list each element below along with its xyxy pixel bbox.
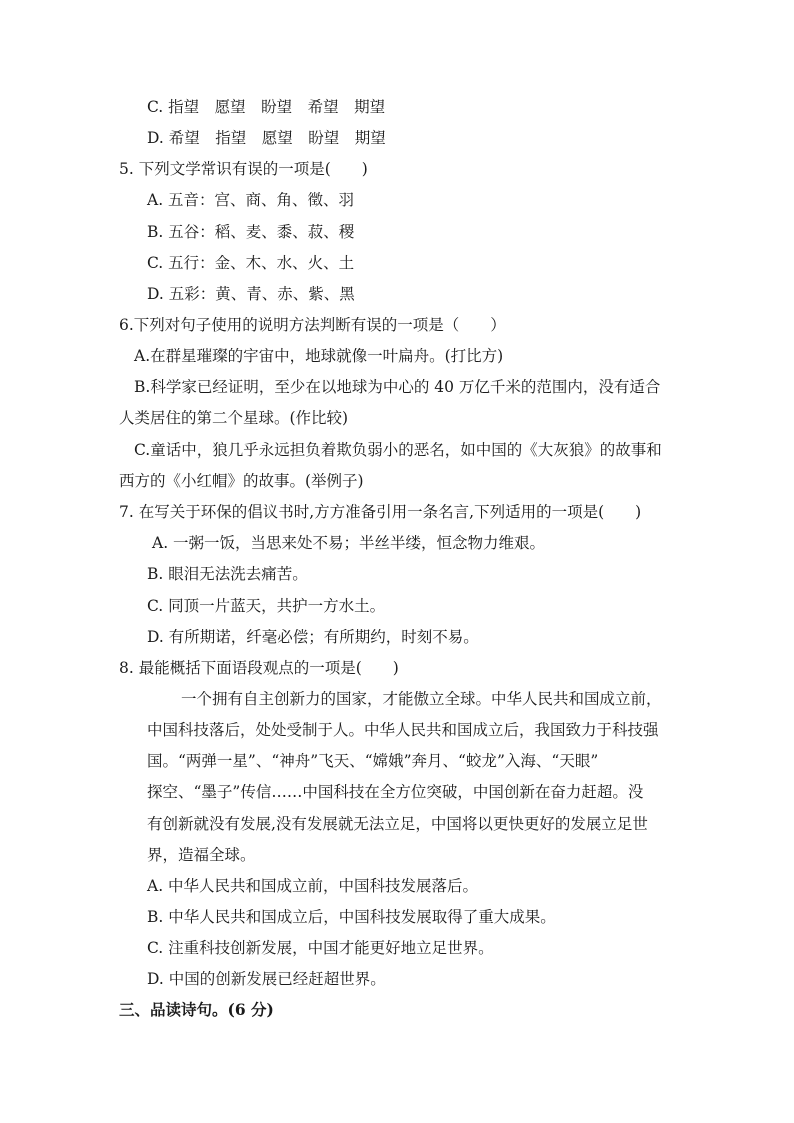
q7-stem: 7. 在写关于环保的倡议书时,方方准备引用一条名言,下列适用的一项是( ): [119, 503, 642, 521]
q7-option-a: A. 一粥一饭，当思来处不易；半丝半缕，恒念物力维艰。: [152, 534, 546, 552]
q6-stem: 6.下列对句子使用的说明方法判断有误的一项是（ ）: [119, 316, 506, 334]
q7-option-b: B. 眼泪无法洗去痛苦。: [147, 565, 308, 583]
q6-option-c-line1: C.童话中，狼几乎永远担负着欺负弱小的恶名，如中国的《大灰狼》的故事和: [134, 441, 662, 459]
q6-option-b-line2: 人类居住的第二个星球。(作比较): [119, 409, 349, 427]
q8-passage-line: 有创新就没有发展,没有发展就无法立足，中国将以更快更好的发展立足世: [147, 815, 648, 833]
q8-passage-line: 国。“两弹一星”、“神舟”飞天、“嫦娥”奔月、“蛟龙”入海、“天眼”: [147, 752, 599, 770]
q8-passage-line: 中国科技落后，处处受制于人。中华人民共和国成立后，我国致力于科技强: [147, 721, 659, 739]
q8-stem: 8. 最能概括下面语段观点的一项是( ): [119, 659, 399, 677]
q7-option-d: D. 有所期诺，纤毫必偿；有所期约，时刻不易。: [147, 628, 479, 646]
q6-option-b-line1: B.科学家已经证明，至少在以地球为中心的 40 万亿千米的范围内，没有适合: [134, 378, 661, 396]
q7-option-c: C. 同顶一片蓝天，共护一方水土。: [147, 597, 386, 615]
q5-option-b: B. 五谷：稻、麦、黍、菽、稷: [147, 223, 355, 241]
q5-stem: 5. 下列文学常识有误的一项是( ): [119, 160, 368, 178]
q6-option-c-line2: 西方的《小红帽》的故事。(举例子): [119, 472, 364, 490]
q8-option-c: C. 注重科技创新发展，中国才能更好地立足世界。: [147, 939, 494, 957]
q4-option-d: D. 希望 指望 愿望 盼望 期望: [147, 129, 386, 147]
q5-option-d: D. 五彩：黄、青、赤、紫、黑: [147, 285, 355, 303]
section-heading: 三、品读诗句。(6 分): [119, 1000, 274, 1019]
q4-option-c: C. 指望 愿望 盼望 希望 期望: [147, 98, 386, 116]
q8-option-a: A. 中华人民共和国成立前，中国科技发展落后。: [147, 877, 479, 895]
q5-option-a: A. 五音：宫、商、角、徵、羽: [147, 191, 355, 209]
q8-passage-line: 一个拥有自主创新力的国家，才能傲立全球。中华人民共和国成立前，: [181, 690, 662, 708]
q8-option-b: B. 中华人民共和国成立后，中国科技发展取得了重大成果。: [147, 908, 556, 926]
q8-option-d: D. 中国的创新发展已经赶超世界。: [147, 970, 386, 988]
q5-option-c: C. 五行：金、木、水、火、土: [147, 254, 355, 272]
q8-passage-line: 探空、“墨子”传信……中国科技在全方位突破，中国创新在奋力赶超。没: [147, 783, 644, 801]
q8-passage-line: 界，造福全球。: [147, 846, 256, 864]
q6-option-a: A.在群星璀璨的宇宙中，地球就像一叶扁舟。(打比方): [134, 347, 504, 365]
